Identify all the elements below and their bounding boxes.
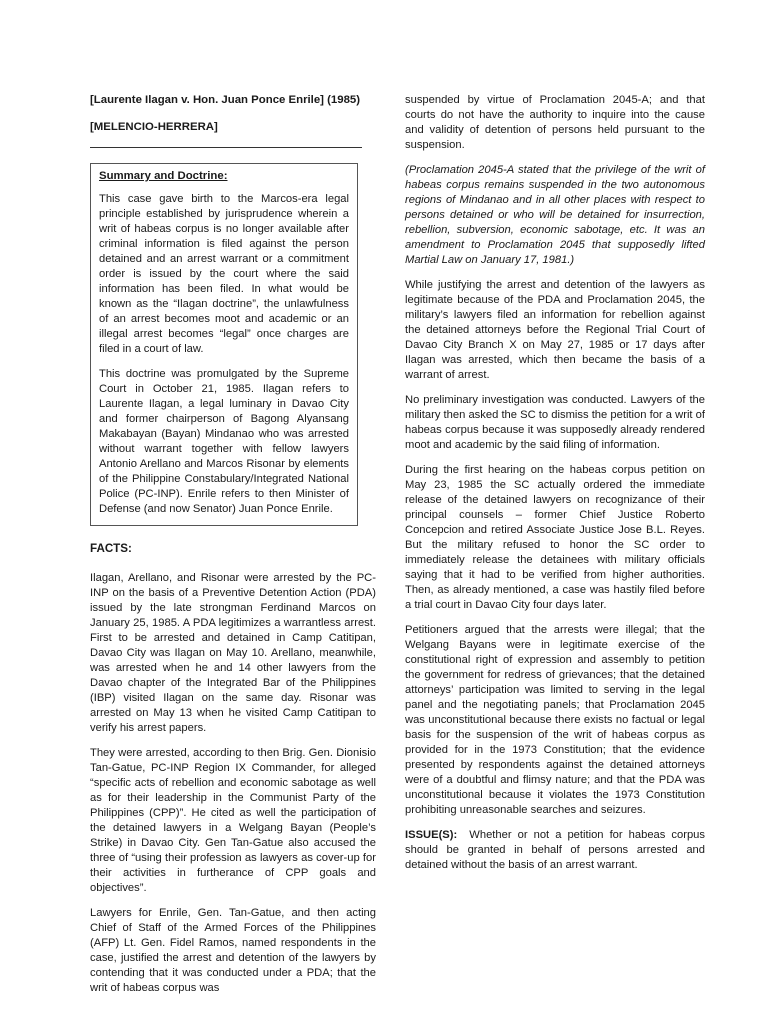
left-column — [90, 93, 376, 996]
case-title: [Laurente Ilagan v. Hon. Juan Ponce Enrile] (1985) — [90, 94, 361, 106]
preliminary-investigation-paragraph: No preliminary investigation was conducted. Lawyers of the military then asked the SC to dismiss the petition for a writ of habeas corpus because it was supposedly already rendered moot and academic by the said filing of information. — [405, 394, 705, 451]
continuation-paragraph: suspended by virtue of Proclamation 2045-A; and that courts do not have the authority to inquire into the cause and validity of detention of persons held pursuant to the suspension. — [405, 94, 705, 151]
issue-paragraph — [405, 828, 705, 873]
facts-heading: FACTS: — [90, 542, 132, 555]
facts-paragraph-3: Lawyers for Enrile, Gen. Tan-Gatue, and then acting Chief of Staff of the Armed Forces of the Philippines (AFP) Lt. Gen. Fidel Ramos, named respondents in the case, justified the arrest and detention of the lawyers by contending that it was conducted under a PDA; that the writ of habeas corpus was — [90, 907, 376, 994]
summary-box — [90, 163, 358, 526]
facts-paragraph-2: They were arrested, according to then Brig. Gen. Dionisio Tan-Gatue, PC-INP Region IX Commander, for alleged “specific acts of rebellion and economic sabotage as well as for their leadership in the Communist Party of the Philippines (CPP)”. He cited as well the participation of the detained lawyers in a Welgang Bayan (People’s Strike) in Davao City. Gen Tan-Gatue also accused the three of “using their profession as lawyers as cover-up for their activities in furtherance of CPP goals and objectives”. — [90, 747, 376, 894]
ponente: [MELENCIO-HERRERA] — [90, 121, 218, 133]
proclamation-note: (Proclamation 2045-A stated that the privilege of the writ of habeas corpus remains suspended in the two autonomous regions of Mindanao and in all other places with respect to persons detained or who will be detained for insurrection, rebellion, subversion, economic sabotage, etc. It was an amendment to Proclamation 2045 that supposedly lifted Martial Law on January 17, 1981.) — [405, 164, 705, 266]
summary-paragraph-2: This doctrine was promulgated by the Supreme Court in October 21, 1985. Ilagan refers to Laurente Ilagan, a legal luminary in Davao City and former chairperson of Bagong Alyansang Makabayan (Bayan) Mindanao who was arrested without warrant together with fellow lawyers Antonio Arellano and Marcos Risonar by elements of the Philippine Constabulary/Integrated National Police (PC-INP). Enrile refers to then Minister of Defense (and now Senator) Juan Ponce Enrile. — [99, 368, 349, 515]
summary-paragraph-1: This case gave birth to the Marcos-era legal principle established by jurisprudence wherein a writ of habeas corpus is no longer available after criminal information is filed against the person detained and an arrest warrant or a commitment order is issued by the court where the said information has been filed. In what would be known as the “Ilagan doctrine”, the unlawfulness of an arrest becomes moot and academic or an illegal arrest becomes “legal” once charges are filed in a court of law. — [99, 193, 349, 355]
issue-text: Whether or not a petition for habeas corpus should be granted in behalf of persons arrested and detained without the basis of an arrest warrant. — [405, 829, 705, 871]
right-column — [405, 93, 705, 873]
facts-paragraph-1: Ilagan, Arellano, and Risonar were arrested by the PC-INP on the basis of a Preventive Detention Action (PDA) issued by the late strongman Ferdinand Marcos on January 25, 1985. A PDA legitimizes a warrantless arrest. First to be arrested and detained in Camp Catitipan, Davao City was Ilagan on May 10. Arellano, meanwhile, was arrested when he and 14 other lawyers from the Davao chapter of the Integrated Bar of the Philippines (IBP) visited Ilagan on the same day. Risonar was arrested on May 13 when he visited Camp Catitipan to verify his arrest papers. — [90, 572, 376, 734]
issue-label: ISSUE(S): — [405, 829, 458, 841]
divider-rule — [90, 147, 362, 148]
information-filing-paragraph: While justifying the arrest and detention of the lawyers as legitimate because of the PDA and Proclamation 2045, the military’s lawyers filed an information for rebellion against the detained attorneys before the Regional Trial Court of Davao City Branch X on May 27, 1985 or 17 days after Ilagan was arrested, which then became the basis of a warrant of arrest. — [405, 279, 705, 381]
first-hearing-paragraph: During the first hearing on the habeas corpus petition on May 23, 1985 the SC actually ordered the immediate release of the detained lawyers on recognizance of their principal counsels – former Chief Justice Roberto Concepcion and retired Associate Justice Jose B.L. Reyes. But the military refused to honor the SC order to immediately release the detainees with military officials saying that it had to be verified from higher authorities. Then, as already mentioned, a case was hastily filed before a trial court in Davao City four days later. — [405, 464, 705, 611]
petitioners-arguments-paragraph: Petitioners argued that the arrests were illegal; that the Welgang Bayans were in legitimate exercise of the constitutional right of expression and assembly to petition the government for redress of grievances; that the detained attorneys’ participation was limited to serving in the legal panel and the negotiating panels; that Proclamation 2045 was unconstitutional because there exists no factual or legal basis for the suspension of the writ of habeas corpus as provided for in the 1973 Constitution; that the evidence presented by respondents against the detained attorneys were of a doubtful and flimsy nature; and that the PDA was unconstitutional because it violates the 1973 Constitution prohibiting unreasonable searches and seizures. — [405, 624, 705, 816]
summary-heading: Summary and Doctrine: — [99, 170, 228, 182]
